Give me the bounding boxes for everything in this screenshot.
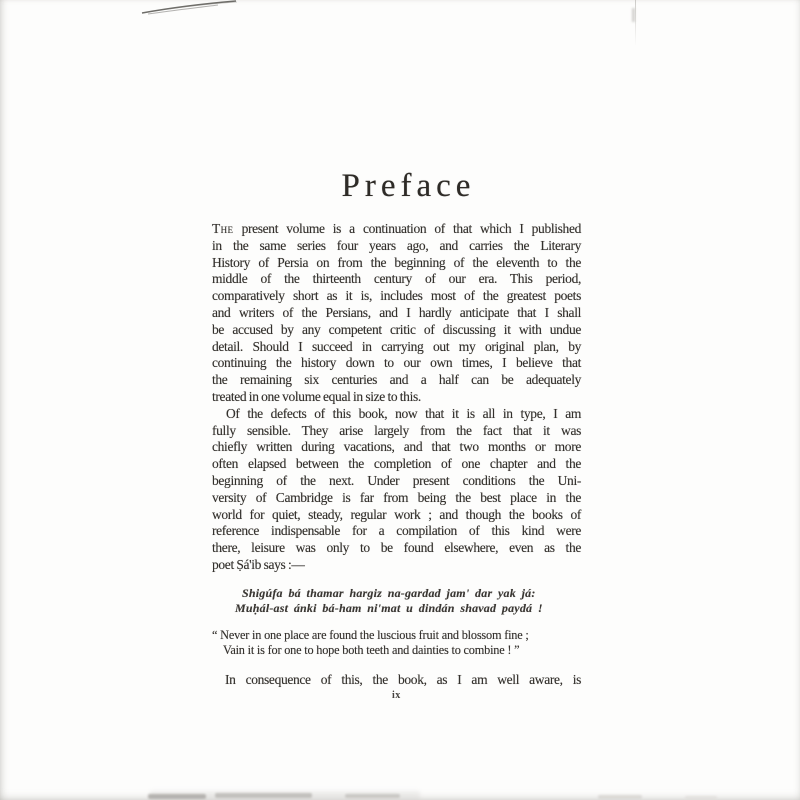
text-line: comparatively short as it is, includes most of the greatest poets [212, 288, 581, 304]
quote-line: Vain it is for one to hope both teeth and dainties to combine ! ” [223, 643, 520, 657]
text-line: beginning of the next. Under present conditions the Uni- [212, 472, 581, 488]
text-line: reference indispensable for a compilation of this kind were [212, 523, 581, 539]
text-line: poet Ṣá'ib says :— [212, 556, 305, 572]
smallcaps-lead: The [212, 221, 234, 236]
pencil-mark-artifact [140, 0, 240, 16]
closing-paragraph [212, 672, 581, 689]
text-line: History of Persia on from the beginning of the eleventh to the [212, 254, 581, 270]
text-line: continuing the history down to our own times, I believe that [212, 355, 581, 371]
text-line: chiefly written during vacations, and that two months or more [212, 439, 581, 455]
text-line: detail. Should I succeed in carrying out my original plan, by [212, 338, 581, 354]
text-line: middle of the thirteenth century of our era. This period, [212, 271, 581, 287]
text-line: world for quiet, steady, regular work ; and though the books of [212, 506, 581, 522]
text-line: and writers of the Persians, and I hardly anticipate that I shall [212, 304, 581, 320]
text-line [212, 221, 581, 238]
scan-smudge [148, 794, 206, 799]
text-line: fully sensible. They arise largely from the fact that it was [212, 422, 581, 438]
page-number: ix [392, 690, 401, 701]
text-line: the remaining six centuries and a half can be adequately [212, 372, 581, 388]
page-crease-artifact [635, 0, 636, 46]
text-line: there, leisure was only to be found elsewhere, even as the [212, 540, 581, 556]
body-text [212, 221, 581, 574]
scan-smudge [598, 795, 642, 799]
scan-smudge [215, 793, 312, 798]
page-title: Preface [341, 168, 476, 204]
text-line: in the same series four years ago, and carries the Literary [212, 237, 581, 253]
page-crease-shadow [632, 8, 635, 22]
text-line: Of the defects of this book, now that it is all in type, I am [226, 405, 581, 421]
couplet-line: Shigúfa bá thamar hargiz na-gardad jam' dar yak já: [242, 586, 536, 600]
text-line: treated in one volume equal in size to this. [212, 388, 421, 404]
translated-quote [212, 628, 529, 658]
text-line: versity of Cambridge is far from being the best place in the [212, 489, 581, 505]
quote-line: “ Never in one place are found the luscious fruit and blossom fine ; [212, 628, 529, 642]
scan-smudge [685, 796, 717, 799]
text-line-rest: present volume is a continuation of that which I published [233, 221, 581, 236]
text-line: often elapsed between the completion of one chapter and the [212, 456, 581, 472]
couplet-line: Muḥál-ast ánki bá-ham ni'mat u dindán shavad paydá ! [235, 600, 543, 615]
persian-couplet [235, 586, 543, 615]
text-line: be accused by any competent critic of discussing it with undue [212, 321, 581, 337]
scan-smudge [345, 794, 400, 798]
text-line: In consequence of this, the book, as I am well aware, is [225, 672, 581, 687]
